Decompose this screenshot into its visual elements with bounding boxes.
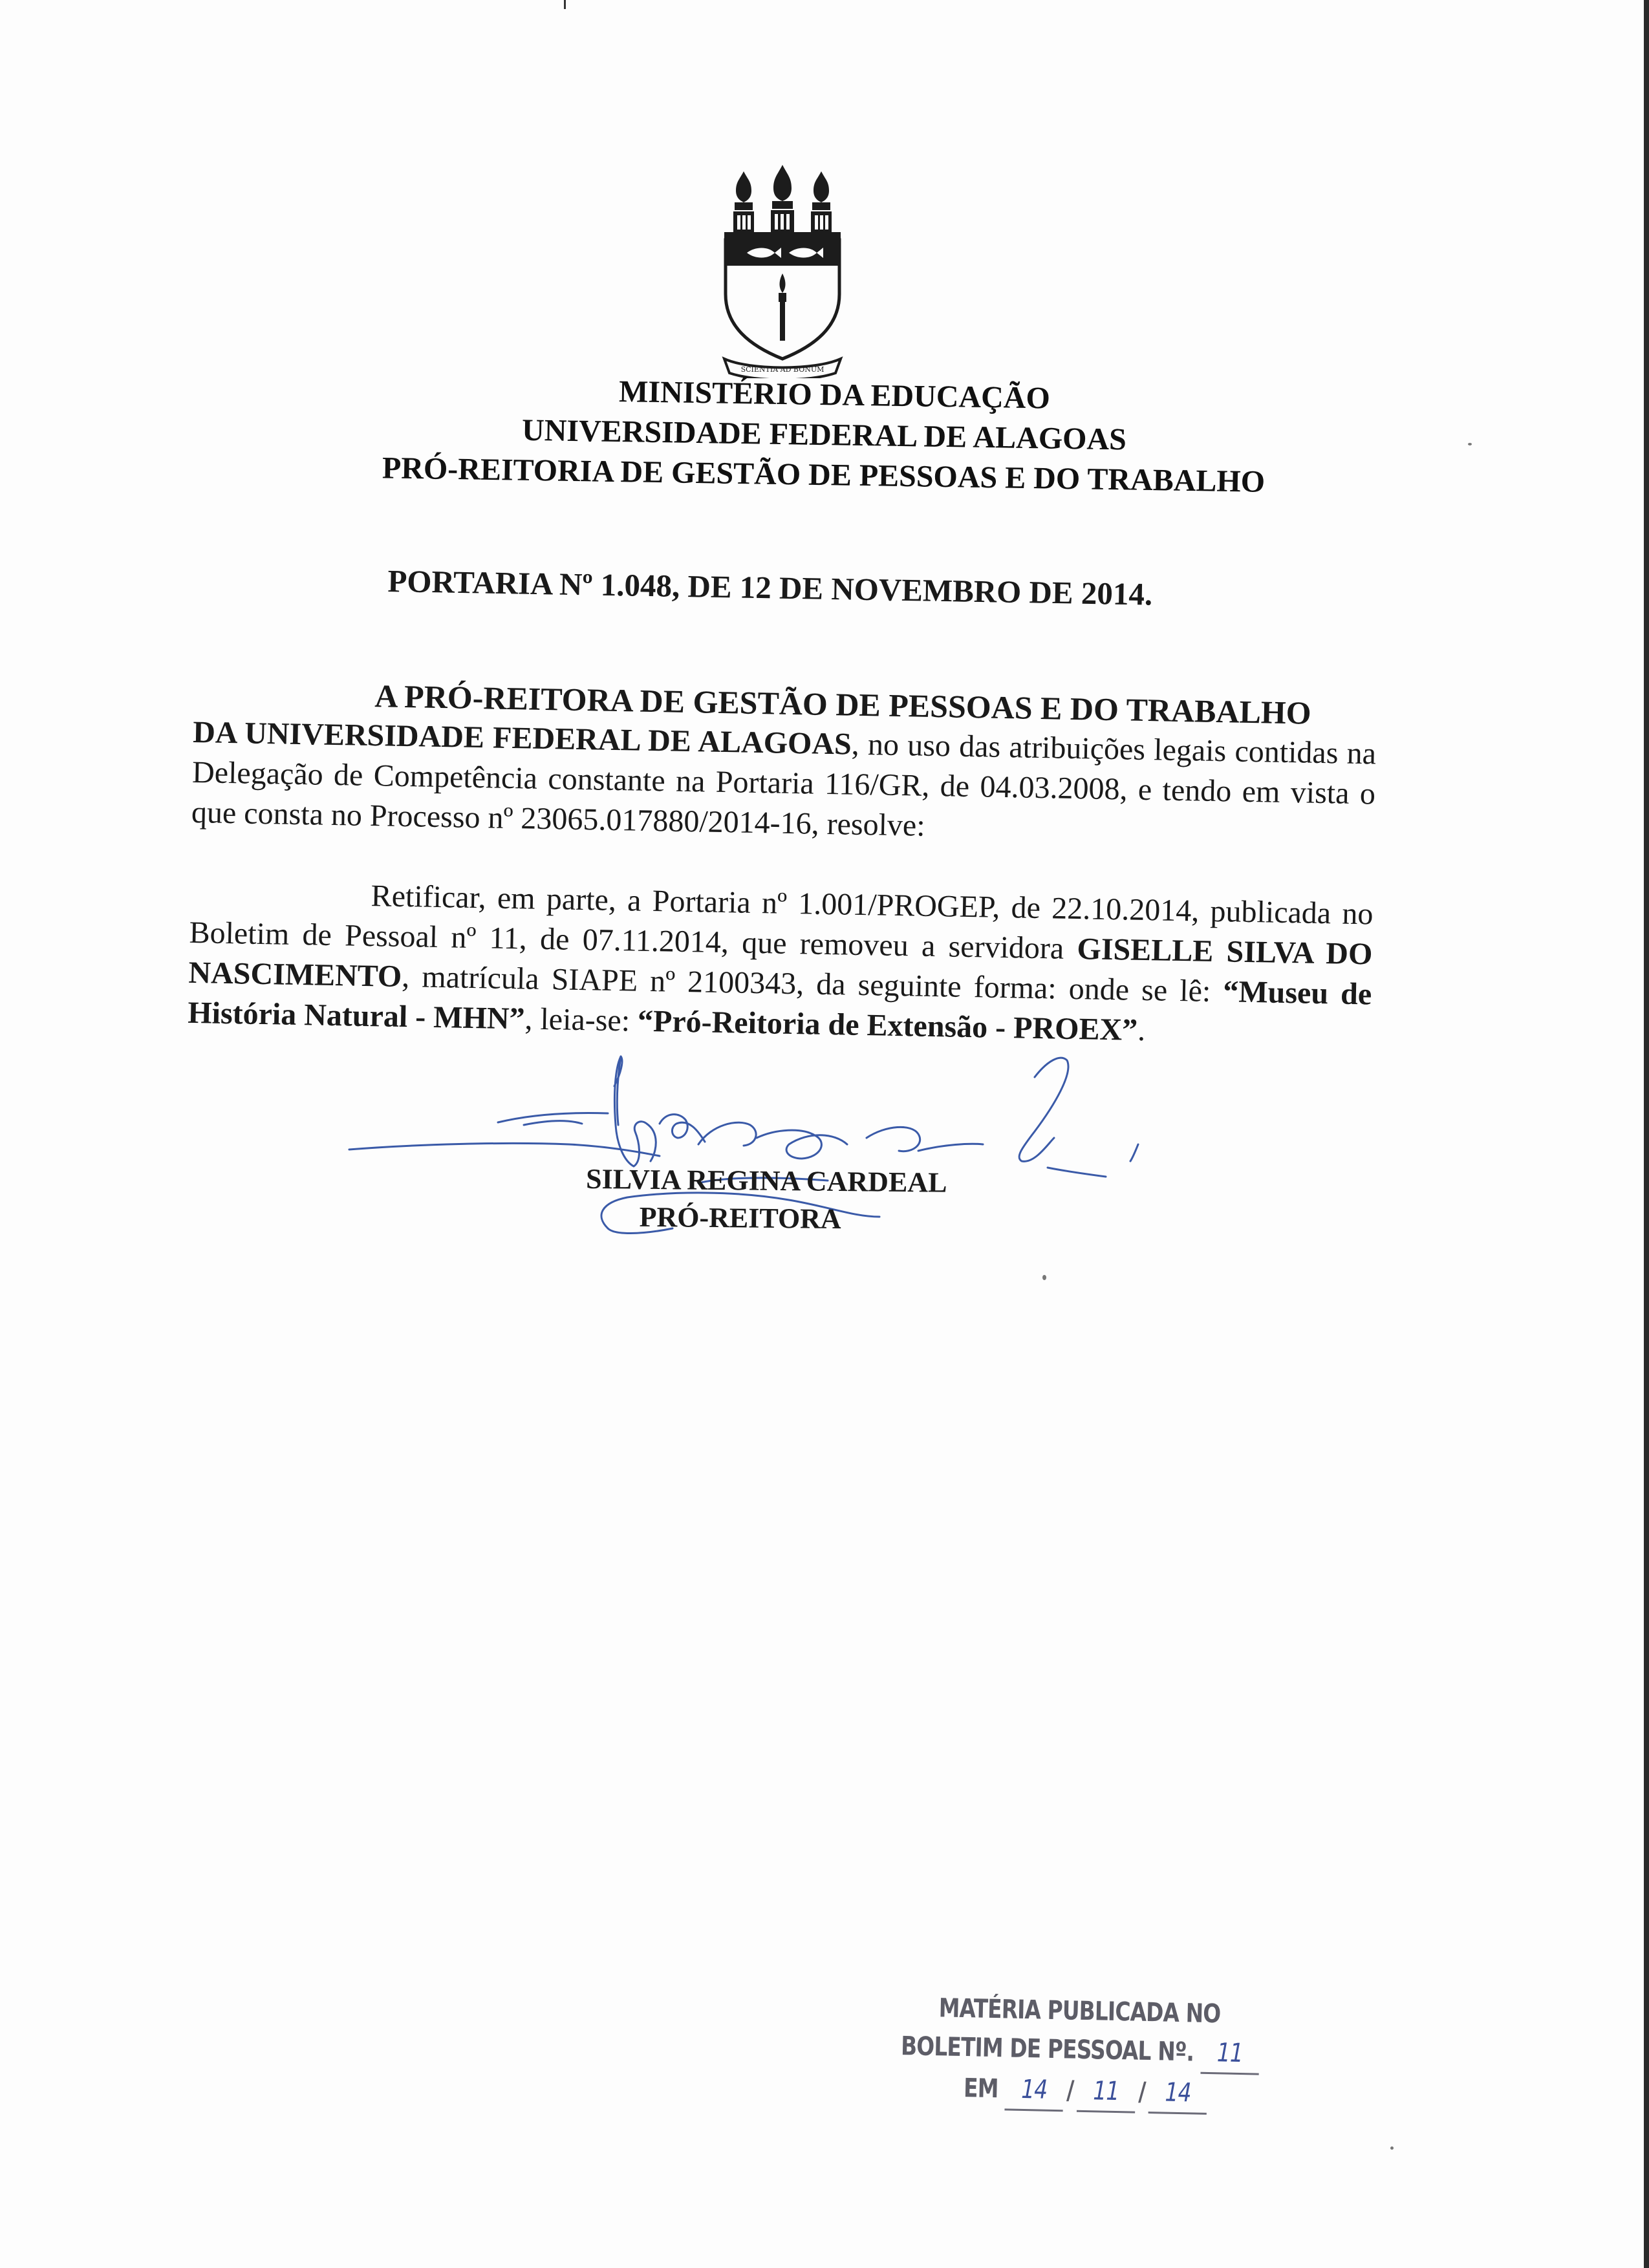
svg-text:SCIENTIA AD BONUM: SCIENTIA AD BONUM <box>740 365 824 374</box>
stamp-line-1: MATÉRIA PUBLICADA NO <box>938 1993 1221 2029</box>
document-body <box>188 672 1377 1054</box>
resolution-paragraph <box>188 873 1374 1054</box>
stamp-date-day: 14 <box>1004 2070 1063 2112</box>
resolution-text-4: . <box>1137 1012 1146 1048</box>
university-name: UNIVERSIDADE FEDERAL DE ALAGOAS <box>521 412 1127 457</box>
ministry-name: MINISTÉRIO DA EDUCAÇÃO <box>618 374 1051 416</box>
scan-speck <box>1390 2146 1394 2150</box>
document-header <box>0 362 1649 508</box>
stamp-date-separator: / <box>1066 2075 1074 2106</box>
from-unit: “Museu de História Natural - MHN” <box>187 974 1372 1036</box>
resolution-text-3: , leia-se: <box>524 1001 638 1038</box>
intro-text: , no uso das atribuições legais contidas na Delegação de Competência constante na Portaria 116/GR, de 04.03.2008, e tendo em vista o que consta no Processo nº 23065.017880/2014-16, resolve: <box>191 727 1377 843</box>
signatory-role: PRÓ-REITORA <box>639 1201 841 1236</box>
publication-stamp <box>900 1988 1244 2115</box>
intro-heading: A PRÓ-REITORA DE GESTÃO DE PESSOAS E DO TRABALHO <box>374 678 1312 731</box>
resolution-text-2: , matrícula SIAPE nº 2100343, da seguinte forma: onde se lê: <box>401 959 1223 1009</box>
intro-heading-university: DA UNIVERSIDADE FEDERAL DE ALAGOAS <box>192 714 852 762</box>
to-unit: “Pró-Reitoria de Extensão - PROEX” <box>637 1003 1138 1047</box>
department-name: PRÓ-REITORIA DE GESTÃO DE PESSOAS E DO TRABALHO <box>382 451 1266 499</box>
stamp-line-3 <box>900 2068 1208 2115</box>
stamp-date-separator: / <box>1137 2077 1147 2107</box>
signatory-name: SILVIA REGINA CARDEAL <box>585 1162 947 1199</box>
scan-mark <box>564 0 566 9</box>
intro-paragraph <box>191 672 1377 854</box>
university-crest-icon <box>718 165 847 378</box>
signatory-block <box>552 1160 1006 1239</box>
scan-edge <box>1644 0 1649 2268</box>
stamp-line-2 <box>900 2027 1244 2074</box>
scan-speck <box>1042 1275 1046 1280</box>
employee-name: GISELLE SILVA DO NASCIMENTO <box>188 932 1373 994</box>
stamp-date-month: 11 <box>1077 2071 1136 2113</box>
stamp-boletim-number: 11 <box>1200 2033 1259 2075</box>
portaria-title: PORTARIA Nº 1.048, DE 12 DE NOVEMBRO DE 2014. <box>387 562 1153 612</box>
stamp-date-year: 14 <box>1148 2073 1207 2115</box>
stamp-boletim-label: BOLETIM DE PESSOAL Nº. <box>900 2031 1194 2068</box>
scan-speck <box>1468 443 1472 445</box>
stamp-date-label: EM <box>963 2073 999 2104</box>
resolution-text-1: Retificar, em parte, a Portaria nº 1.001/PROGEP, de 22.10.2014, publicada no Boletim de Pessoal nº 11, de 07.11.2014, que removeu a servidora <box>189 879 1374 967</box>
